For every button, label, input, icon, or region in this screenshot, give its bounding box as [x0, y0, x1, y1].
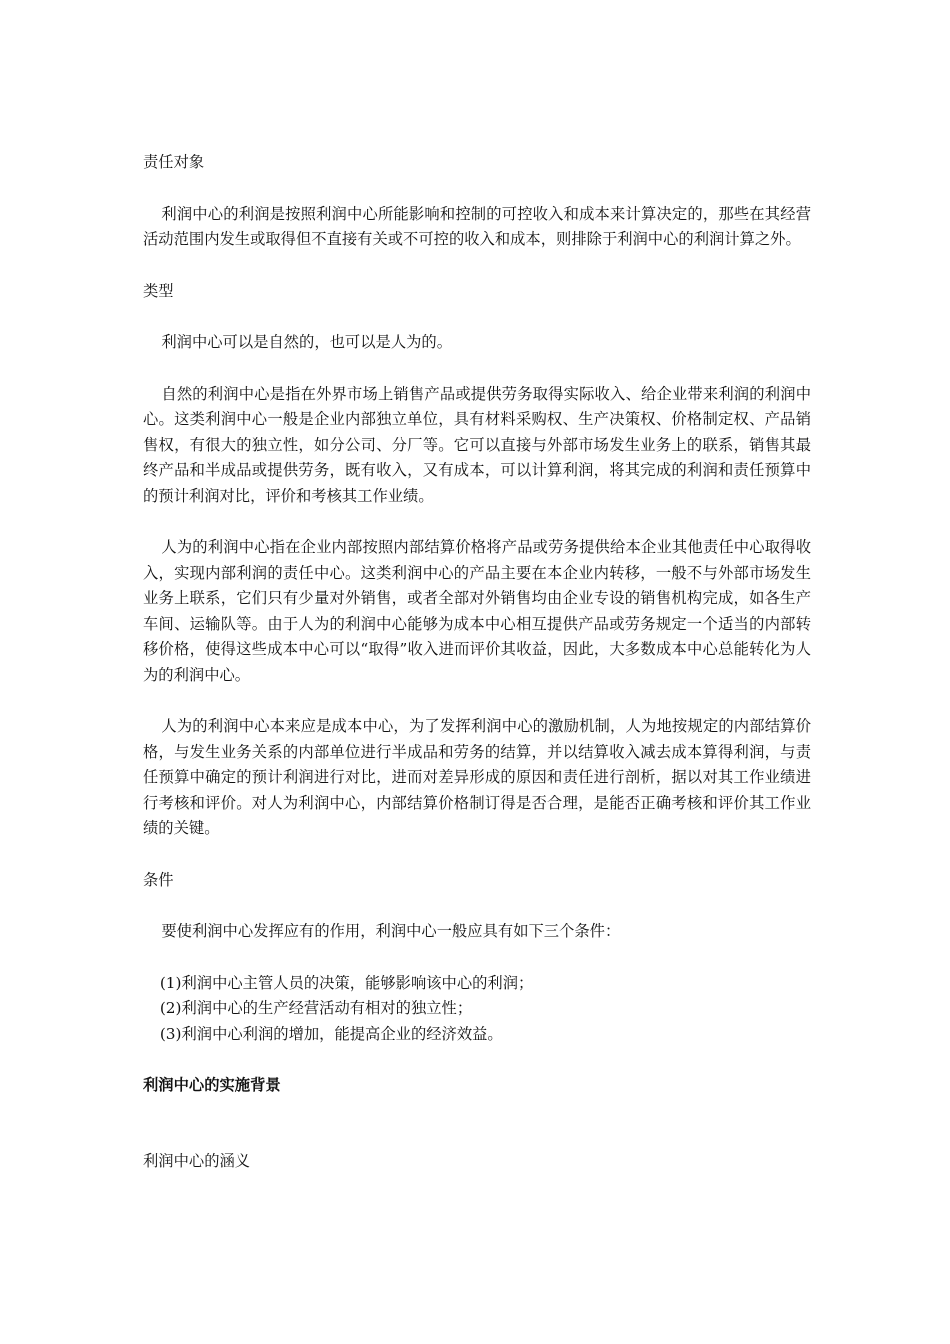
heading-implementation-background: 利润中心的实施背景 — [143, 1076, 281, 1094]
paragraph-conditions-intro: 要使利润中心发挥应有的作用，利润中心一般应具有如下三个条件： — [161, 922, 621, 940]
paragraph-artificial-profit-center: 人为的利润中心指在企业内部按照内部结算价格将产品或劳务提供给本企业其他责任中心取得收入，实现内部利润的责任中心。这类利润中心的产品主要在本企业内转移，一般不与外部市场发生业务上联系，它们只有少量对外销售，或者全部对外销售均由企业专设的销售机构完成，如各生产车间、运输队等。由于人为的利润中心能够为成本中心相互提供产品或劳务规定一个适当的内部转移价格，使得这些成本中心可以“取得”收入进而评价其收益，因此，大多数成本中心总能转化为人为的利润中心。 — [143, 538, 811, 684]
paragraph-artificial-profit-center-detail: 人为的利润中心本来应是成本中心，为了发挥利润中心的激励机制，人为地按规定的内部结算价格，与发生业务关系的内部单位进行半成品和劳务的结算，并以结算收入减去成本算得利润，与责任预算中确定的预计利润进行对比，进而对差异形成的原因和责任进行剖析，据以对其工作业绩进行考核和评价。对人为利润中心，内部结算价格制订得是否合理，是能否正确考核和评价其工作业绩的关键。 — [143, 717, 811, 837]
condition-item-1: (1)利润中心主管人员的决策，能够影响该中心的利润； — [159, 973, 534, 992]
paragraph-responsibility-object: 利润中心的利润是按照利润中心所能影响和控制的可控收入和成本来计算决定的，那些在其经营活动范围内发生或取得但不直接有关或不可控的收入和成本，则排除于利润中心的利润计算之外。 — [143, 204, 811, 248]
condition-item-2: (2)利润中心的生产经营活动有相对的独立性； — [159, 999, 473, 1017]
heading-types: 类型 — [143, 281, 174, 300]
paragraph-types-intro: 利润中心可以是自然的，也可以是人为的。 — [161, 333, 453, 351]
heading-profit-center-meaning: 利润中心的涵义 — [143, 1151, 251, 1170]
document-body — [143, 150, 811, 1174]
paragraph-natural-profit-center: 自然的利润中心是指在外界市场上销售产品或提供劳务取得实际收入、给企业带来利润的利润中心。这类利润中心一般是企业内部独立单位，具有材料采购权、生产决策权、价格制定权、产品销售权，有很大的独立性，如分公司、分厂等。它可以直接与外部市场发生业务上的联系，销售其最终产品和半成品或提供劳务，既有收入，又有成本，可以计算利润，将其完成的利润和责任预算中的预计利润对比，评价和考核其工作业绩。 — [143, 384, 811, 505]
condition-item-3: (3)利润中心利润的增加，能提高企业的经济效益。 — [159, 1024, 503, 1043]
heading-conditions: 条件 — [143, 870, 174, 889]
heading-responsibility-object: 责任对象 — [143, 153, 205, 171]
